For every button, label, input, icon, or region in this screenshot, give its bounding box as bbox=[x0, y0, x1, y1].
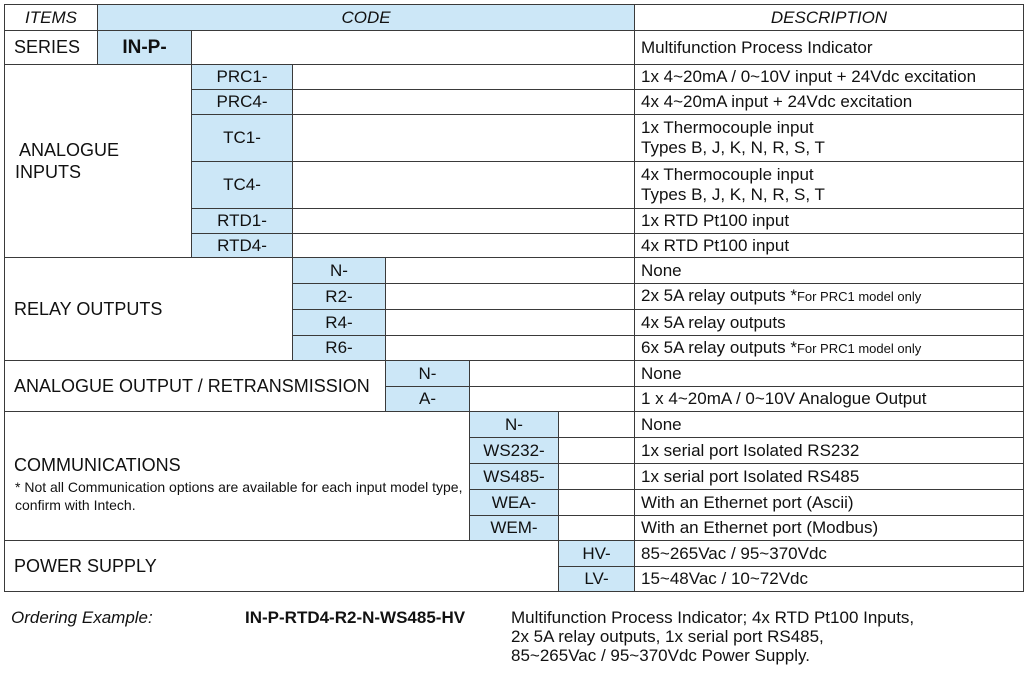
desc-tc1 bbox=[634, 114, 1024, 162]
desc-comm-ws485-text: 1x serial port Isolated RS485 bbox=[641, 466, 860, 486]
code-rtd4-text: RTD4- bbox=[217, 235, 267, 255]
desc-relay-r6-line bbox=[641, 338, 1023, 359]
desc-aout-a-text: 1 x 4~20mA / 0~10V Analogue Output bbox=[641, 389, 927, 408]
code-tc1-text: TC1- bbox=[223, 128, 261, 147]
desc-relay-r2-note: For PRC1 model only bbox=[796, 289, 922, 304]
communications-note: * Not all Communication options are available for each input model type, confirm with Intech. bbox=[15, 478, 463, 513]
desc-power-hv bbox=[634, 540, 1024, 567]
code-relay-r6-text: R6- bbox=[325, 338, 353, 357]
desc-aout-n bbox=[634, 360, 1024, 387]
filler bbox=[469, 386, 635, 412]
desc-tc1-line1: 1x Thermocouple input bbox=[641, 118, 814, 137]
desc-relay-r2 bbox=[634, 283, 1024, 310]
desc-relay-r2-line bbox=[641, 286, 1023, 307]
power-supply-label bbox=[4, 540, 559, 592]
desc-comm-wem-text: With an Ethernet port (Modbus) bbox=[641, 518, 879, 537]
code-power-lv-text: LV- bbox=[584, 569, 609, 588]
desc-relay-r4-text: 4x 5A relay outputs bbox=[641, 312, 786, 332]
desc-aout-n-text: None bbox=[641, 363, 682, 383]
filler bbox=[385, 335, 635, 361]
desc-comm-wea bbox=[634, 489, 1024, 516]
desc-relay-r4 bbox=[634, 309, 1024, 336]
ordering-example-desc-line2: 2x 5A relay outputs, 1x serial port RS485, bbox=[511, 627, 824, 646]
code-aout-a-text: A- bbox=[419, 389, 436, 408]
desc-comm-ws485 bbox=[634, 463, 1024, 490]
filler bbox=[385, 309, 635, 336]
header-items bbox=[4, 4, 98, 31]
code-prc1-text: PRC1- bbox=[216, 67, 268, 86]
filler bbox=[469, 360, 635, 387]
filler bbox=[292, 64, 635, 90]
code-tc1 bbox=[191, 114, 293, 162]
code-rtd1-text: RTD1- bbox=[217, 211, 267, 230]
analogue-output-label-text: ANALOGUE OUTPUT / RETRANSMISSION bbox=[14, 375, 370, 396]
desc-tc4-line2: Types B, J, K, N, R, S, T bbox=[641, 185, 825, 204]
code-comm-wea bbox=[469, 489, 559, 516]
filler bbox=[558, 411, 635, 438]
desc-rtd1 bbox=[634, 208, 1024, 234]
series-code bbox=[97, 30, 192, 65]
code-comm-ws232 bbox=[469, 437, 559, 464]
code-power-lv bbox=[558, 566, 635, 592]
desc-power-hv-text: 85~265Vac / 95~370Vdc bbox=[641, 543, 827, 563]
code-prc4 bbox=[191, 89, 293, 115]
desc-rtd4-text: 4x RTD Pt100 input bbox=[641, 235, 790, 255]
series-description bbox=[634, 30, 1024, 65]
desc-comm-n-text: None bbox=[641, 414, 682, 434]
code-comm-n-text: N- bbox=[505, 414, 523, 434]
desc-prc1-text: 1x 4~20mA / 0~10V input + 24Vdc excitation bbox=[641, 67, 977, 86]
filler bbox=[558, 489, 635, 516]
desc-comm-n bbox=[634, 411, 1024, 438]
filler bbox=[385, 283, 635, 310]
desc-power-lv bbox=[634, 566, 1024, 592]
code-prc1 bbox=[191, 64, 293, 90]
communications-label-text: COMMUNICATIONS bbox=[14, 454, 181, 475]
filler bbox=[292, 161, 635, 209]
ordering-example-desc-line3: 85~265Vac / 95~370Vdc Power Supply. bbox=[511, 646, 810, 665]
relay-outputs-label-text: RELAY OUTPUTS bbox=[14, 298, 163, 319]
desc-tc4 bbox=[634, 161, 1024, 209]
series-label bbox=[4, 30, 98, 65]
header-description bbox=[634, 4, 1024, 31]
filler bbox=[385, 257, 635, 284]
code-relay-n bbox=[292, 257, 386, 284]
header-code bbox=[97, 4, 635, 31]
series-code-text: IN-P- bbox=[122, 36, 167, 58]
code-comm-wem bbox=[469, 515, 559, 541]
ordering-example-desc-line1: Multifunction Process Indicator; 4x RTD Pt100 Inputs, bbox=[511, 608, 915, 627]
code-tc4 bbox=[191, 161, 293, 209]
code-rtd4 bbox=[191, 233, 293, 258]
desc-tc4-line1: 4x Thermocouple input bbox=[641, 165, 814, 184]
series-description-text: Multifunction Process Indicator bbox=[641, 37, 873, 57]
analogue-output-label bbox=[4, 360, 386, 412]
code-comm-ws485 bbox=[469, 463, 559, 490]
header-items-text: ITEMS bbox=[25, 7, 77, 27]
desc-relay-n-text: None bbox=[641, 260, 682, 280]
filler bbox=[558, 437, 635, 464]
desc-prc4-text: 4x 4~20mA input + 24Vdc excitation bbox=[641, 92, 913, 111]
communications-label bbox=[4, 411, 470, 541]
desc-relay-r2-text: 2x 5A relay outputs * bbox=[641, 286, 797, 305]
code-comm-wem-text: WEM- bbox=[490, 518, 538, 537]
desc-comm-ws232 bbox=[634, 437, 1024, 464]
code-comm-ws485-text: WS485- bbox=[483, 466, 545, 486]
ordering-example bbox=[0, 605, 1029, 675]
power-supply-label-text: POWER SUPPLY bbox=[14, 555, 157, 576]
filler bbox=[558, 463, 635, 490]
code-comm-wea-text: WEA- bbox=[491, 492, 537, 512]
series-empty bbox=[191, 30, 635, 65]
code-power-hv-text: HV- bbox=[582, 543, 611, 563]
code-power-hv bbox=[558, 540, 635, 567]
code-tc4-text: TC4- bbox=[223, 175, 261, 194]
analogue-inputs-label-line2: INPUTS bbox=[15, 162, 82, 182]
code-comm-n bbox=[469, 411, 559, 438]
desc-relay-r6-text: 6x 5A relay outputs * bbox=[641, 337, 797, 357]
desc-aout-a bbox=[634, 386, 1024, 412]
code-aout-n-text: N- bbox=[418, 363, 437, 383]
header-description-text: DESCRIPTION bbox=[770, 7, 888, 27]
code-relay-r4 bbox=[292, 309, 386, 336]
code-relay-r2-text: R2- bbox=[325, 286, 353, 306]
code-relay-r6 bbox=[292, 335, 386, 361]
desc-tc1-line2: Types B, J, K, N, R, S, T bbox=[641, 138, 825, 157]
relay-outputs-label bbox=[4, 257, 293, 361]
code-aout-a bbox=[385, 386, 470, 412]
ordering-example-description bbox=[511, 608, 914, 665]
desc-rtd4 bbox=[634, 233, 1024, 258]
desc-rtd1-text: 1x RTD Pt100 input bbox=[641, 211, 790, 230]
filler bbox=[292, 208, 635, 234]
ordering-example-code: IN-P-RTD4-R2-N-WS485-HV bbox=[245, 608, 466, 627]
code-relay-r2 bbox=[292, 283, 386, 310]
desc-comm-wea-text: With an Ethernet port (Ascii) bbox=[641, 492, 854, 512]
analogue-inputs-label-line1: ANALOGUE bbox=[19, 140, 120, 160]
desc-relay-n bbox=[634, 257, 1024, 284]
desc-prc4 bbox=[634, 89, 1024, 115]
code-aout-n bbox=[385, 360, 470, 387]
code-comm-ws232-text: WS232- bbox=[483, 440, 545, 460]
filler bbox=[292, 233, 635, 258]
desc-prc1 bbox=[634, 64, 1024, 90]
filler bbox=[292, 114, 635, 162]
code-relay-r4-text: R4- bbox=[325, 312, 353, 332]
desc-relay-r6-note: For PRC1 model only bbox=[796, 340, 922, 356]
desc-power-lv-text: 15~48Vac / 10~72Vdc bbox=[641, 569, 808, 588]
code-relay-n-text: N- bbox=[330, 260, 348, 280]
filler bbox=[558, 515, 635, 541]
code-rtd1 bbox=[191, 208, 293, 234]
header-code-text: CODE bbox=[341, 7, 391, 27]
desc-comm-ws232-text: 1x serial port Isolated RS232 bbox=[641, 440, 860, 460]
analogue-inputs-label bbox=[4, 64, 192, 258]
series-label-text: SERIES bbox=[14, 37, 81, 57]
filler bbox=[292, 89, 635, 115]
desc-relay-r6 bbox=[634, 335, 1024, 361]
desc-comm-wem bbox=[634, 515, 1024, 541]
code-prc4-text: PRC4- bbox=[216, 92, 268, 111]
ordering-example-label: Ordering Example: bbox=[11, 608, 153, 627]
